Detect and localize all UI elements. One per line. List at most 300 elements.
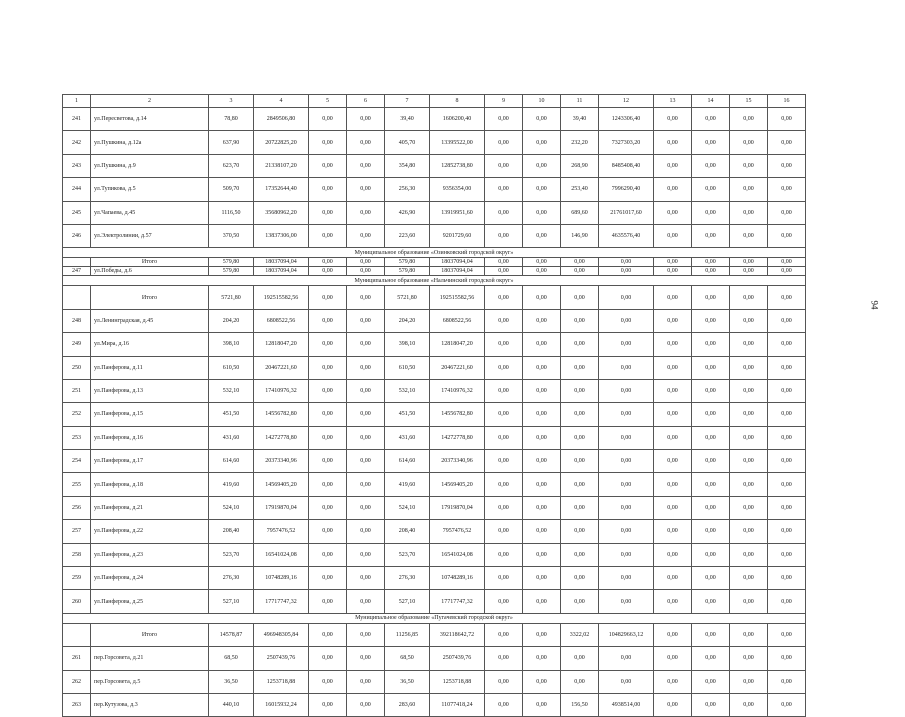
address-cell: ул.Панферова, д.21 — [91, 496, 209, 519]
value-cell: 0,00 — [561, 267, 599, 276]
value-cell: 10748289,16 — [430, 567, 485, 590]
value-cell: 0,00 — [523, 567, 561, 590]
value-cell: 0,00 — [730, 623, 768, 646]
value-cell: 0,00 — [485, 450, 523, 473]
value-cell: 9356354,00 — [430, 178, 485, 201]
value-cell: 17352644,40 — [254, 178, 309, 201]
value-cell: 192515582,56 — [430, 286, 485, 309]
value-cell: 20722825,20 — [254, 131, 309, 154]
value-cell: 20467221,60 — [254, 356, 309, 379]
value-cell: 0,00 — [523, 224, 561, 247]
value-cell: 0,00 — [730, 543, 768, 566]
value-cell: 0,00 — [309, 426, 347, 449]
value-cell: 0,00 — [654, 154, 692, 177]
value-cell: 68,50 — [209, 647, 254, 670]
value-cell: 0,00 — [654, 178, 692, 201]
value-cell: 12818047,20 — [430, 333, 485, 356]
column-number-cell: 9 — [485, 95, 523, 108]
value-cell: 0,00 — [309, 154, 347, 177]
value-cell: 0,00 — [730, 450, 768, 473]
value-cell: 370,50 — [209, 224, 254, 247]
row-number-cell: 258 — [63, 543, 91, 566]
value-cell: 0,00 — [523, 108, 561, 131]
section-title: Муниципальное образование «Нальчинский городской округ» — [63, 276, 806, 286]
value-cell: 405,70 — [385, 131, 430, 154]
value-cell: 12818047,20 — [254, 333, 309, 356]
column-number-cell: 5 — [309, 95, 347, 108]
value-cell: 0,00 — [768, 623, 806, 646]
value-cell: 0,00 — [309, 333, 347, 356]
value-cell: 20373340,96 — [254, 450, 309, 473]
value-cell: 0,00 — [692, 178, 730, 201]
row-number-cell: 242 — [63, 131, 91, 154]
value-cell: 17717747,32 — [430, 590, 485, 613]
column-number-cell: 10 — [523, 95, 561, 108]
value-cell: 527,10 — [385, 590, 430, 613]
value-cell: 0,00 — [654, 333, 692, 356]
value-cell: 2507439,76 — [430, 647, 485, 670]
value-cell: 68,50 — [385, 647, 430, 670]
value-cell: 0,00 — [523, 693, 561, 716]
value-cell: 156,50 — [561, 693, 599, 716]
value-cell: 0,00 — [654, 590, 692, 613]
value-cell: 0,00 — [768, 267, 806, 276]
value-cell: 0,00 — [347, 201, 385, 224]
value-cell: 0,00 — [347, 543, 385, 566]
value-cell: 0,00 — [485, 496, 523, 519]
value-cell: 0,00 — [599, 647, 654, 670]
value-cell: 0,00 — [692, 543, 730, 566]
value-cell: 0,00 — [654, 543, 692, 566]
value-cell: 0,00 — [692, 623, 730, 646]
value-cell: 78,80 — [209, 108, 254, 131]
value-cell: 0,00 — [347, 450, 385, 473]
value-cell: 0,00 — [654, 258, 692, 267]
value-cell: 0,00 — [730, 647, 768, 670]
value-cell: 9201729,60 — [430, 224, 485, 247]
value-cell: 0,00 — [309, 450, 347, 473]
value-cell: 614,60 — [385, 450, 430, 473]
value-cell: 0,00 — [309, 379, 347, 402]
value-cell: 0,00 — [730, 286, 768, 309]
value-cell: 0,00 — [692, 333, 730, 356]
value-cell: 0,00 — [347, 258, 385, 267]
value-cell: 0,00 — [692, 108, 730, 131]
value-cell: 0,00 — [347, 224, 385, 247]
value-cell: 0,00 — [523, 333, 561, 356]
value-cell: 0,00 — [561, 309, 599, 332]
value-cell: 0,00 — [599, 450, 654, 473]
value-cell: 0,00 — [599, 426, 654, 449]
value-cell: 0,00 — [485, 403, 523, 426]
address-cell: ул.Панферова, д.18 — [91, 473, 209, 496]
value-cell: 0,00 — [654, 670, 692, 693]
value-cell: 0,00 — [768, 178, 806, 201]
row-number-cell: 257 — [63, 520, 91, 543]
value-cell: 0,00 — [768, 154, 806, 177]
row-number-cell: 256 — [63, 496, 91, 519]
value-cell: 146,90 — [561, 224, 599, 247]
value-cell: 398,10 — [209, 333, 254, 356]
table-row — [63, 379, 806, 402]
value-cell: 579,80 — [209, 267, 254, 276]
address-cell: ул.Панферова, д.17 — [91, 450, 209, 473]
value-cell: 579,80 — [209, 258, 254, 267]
section-header-row — [63, 276, 806, 286]
value-cell: 7957476,52 — [254, 520, 309, 543]
value-cell: 0,00 — [768, 356, 806, 379]
value-cell: 0,00 — [309, 356, 347, 379]
value-cell: 104829663,12 — [599, 623, 654, 646]
value-cell: 0,00 — [485, 567, 523, 590]
value-cell: 17410976,32 — [430, 379, 485, 402]
value-cell: 17919870,04 — [254, 496, 309, 519]
value-cell: 0,00 — [768, 693, 806, 716]
value-cell: 17410976,32 — [254, 379, 309, 402]
value-cell: 0,00 — [654, 131, 692, 154]
value-cell: 0,00 — [692, 403, 730, 426]
column-number-cell: 15 — [730, 95, 768, 108]
value-cell: 0,00 — [692, 154, 730, 177]
value-cell: 0,00 — [692, 670, 730, 693]
value-cell: 16541024,08 — [430, 543, 485, 566]
value-cell: 392118642,72 — [430, 623, 485, 646]
column-number-row — [63, 95, 806, 108]
value-cell: 0,00 — [523, 258, 561, 267]
value-cell: 0,00 — [654, 647, 692, 670]
value-cell: 5721,80 — [209, 286, 254, 309]
value-cell: 0,00 — [730, 333, 768, 356]
value-cell: 0,00 — [561, 258, 599, 267]
value-cell: 0,00 — [692, 201, 730, 224]
value-cell: 0,00 — [561, 670, 599, 693]
value-cell: 0,00 — [523, 356, 561, 379]
value-cell: 0,00 — [692, 309, 730, 332]
column-number-cell: 11 — [561, 95, 599, 108]
column-number-cell: 13 — [654, 95, 692, 108]
value-cell: 16015932,24 — [254, 693, 309, 716]
value-cell: 0,00 — [599, 496, 654, 519]
value-cell: 0,00 — [561, 356, 599, 379]
column-number-cell: 3 — [209, 95, 254, 108]
table-row — [63, 333, 806, 356]
value-cell: 1606200,40 — [430, 108, 485, 131]
value-cell: 440,10 — [209, 693, 254, 716]
column-number-cell: 4 — [254, 95, 309, 108]
value-cell: 0,00 — [561, 286, 599, 309]
value-cell: 0,00 — [309, 258, 347, 267]
value-cell: 0,00 — [730, 258, 768, 267]
value-cell: 0,00 — [523, 496, 561, 519]
value-cell: 0,00 — [654, 473, 692, 496]
table-row — [63, 647, 806, 670]
value-cell: 0,00 — [654, 356, 692, 379]
table-row — [63, 201, 806, 224]
value-cell: 0,00 — [347, 403, 385, 426]
value-cell: 0,00 — [309, 267, 347, 276]
value-cell: 18037094,04 — [254, 258, 309, 267]
value-cell: 0,00 — [768, 670, 806, 693]
value-cell: 0,00 — [561, 590, 599, 613]
value-cell: 14569405,20 — [430, 473, 485, 496]
value-cell: 0,00 — [309, 473, 347, 496]
value-cell: 208,40 — [385, 520, 430, 543]
value-cell: 0,00 — [730, 567, 768, 590]
value-cell: 0,00 — [485, 356, 523, 379]
value-cell: 0,00 — [692, 496, 730, 519]
value-cell: 36,50 — [385, 670, 430, 693]
value-cell: 0,00 — [692, 356, 730, 379]
value-cell: 192515582,56 — [254, 286, 309, 309]
table-row — [63, 693, 806, 716]
value-cell: 0,00 — [730, 403, 768, 426]
value-cell: 0,00 — [523, 426, 561, 449]
column-number-cell: 2 — [91, 95, 209, 108]
value-cell: 0,00 — [347, 286, 385, 309]
value-cell: 1253718,88 — [430, 670, 485, 693]
value-cell: 17919870,04 — [430, 496, 485, 519]
row-number-cell: 241 — [63, 108, 91, 131]
value-cell: 17717747,32 — [254, 590, 309, 613]
value-cell: 232,20 — [561, 131, 599, 154]
value-cell: 0,00 — [654, 426, 692, 449]
value-cell: 0,00 — [730, 267, 768, 276]
value-cell: 637,90 — [209, 131, 254, 154]
address-cell: ул.Панферова, д.22 — [91, 520, 209, 543]
value-cell: 0,00 — [730, 426, 768, 449]
value-cell: 0,00 — [309, 201, 347, 224]
page-number: 94 — [869, 300, 880, 310]
value-cell: 532,10 — [209, 379, 254, 402]
value-cell: 0,00 — [730, 520, 768, 543]
address-cell: ул.Ленинградская, д.45 — [91, 309, 209, 332]
row-number-cell: 260 — [63, 590, 91, 613]
section-header-row — [63, 613, 806, 623]
value-cell: 0,00 — [309, 403, 347, 426]
row-number-cell: 245 — [63, 201, 91, 224]
value-cell: 1243306,40 — [599, 108, 654, 131]
column-number-cell: 12 — [599, 95, 654, 108]
value-cell: 0,00 — [654, 496, 692, 519]
value-cell: 0,00 — [768, 258, 806, 267]
section-header-row — [63, 248, 806, 258]
value-cell: 0,00 — [654, 267, 692, 276]
column-number-cell: 1 — [63, 95, 91, 108]
value-cell: 0,00 — [309, 543, 347, 566]
value-cell: 0,00 — [347, 178, 385, 201]
value-cell: 0,00 — [485, 647, 523, 670]
value-cell: 0,00 — [599, 590, 654, 613]
column-number-cell: 6 — [347, 95, 385, 108]
row-number-cell: 247 — [63, 267, 91, 276]
value-cell: 451,50 — [385, 403, 430, 426]
total-row — [63, 623, 806, 646]
value-cell: 0,00 — [523, 309, 561, 332]
value-cell: 0,00 — [485, 224, 523, 247]
value-cell: 0,00 — [692, 426, 730, 449]
value-cell: 0,00 — [768, 496, 806, 519]
value-cell: 0,00 — [485, 131, 523, 154]
value-cell: 0,00 — [485, 520, 523, 543]
table-row — [63, 309, 806, 332]
total-row — [63, 258, 806, 267]
value-cell: 0,00 — [730, 693, 768, 716]
value-cell: 0,00 — [561, 647, 599, 670]
row-number-cell: 246 — [63, 224, 91, 247]
value-cell: 0,00 — [485, 286, 523, 309]
table-row — [63, 520, 806, 543]
value-cell: 0,00 — [347, 333, 385, 356]
value-cell: 0,00 — [730, 108, 768, 131]
value-cell: 0,00 — [730, 496, 768, 519]
value-cell: 21761017,60 — [599, 201, 654, 224]
value-cell: 0,00 — [485, 623, 523, 646]
table-row — [63, 496, 806, 519]
address-cell: ул.Мира, д.16 — [91, 333, 209, 356]
value-cell: 1116,50 — [209, 201, 254, 224]
value-cell: 0,00 — [561, 473, 599, 496]
value-cell: 0,00 — [347, 108, 385, 131]
address-cell: ул.Пушкина, д.9 — [91, 154, 209, 177]
total-label-cell: Итого — [91, 286, 209, 309]
value-cell: 0,00 — [485, 201, 523, 224]
value-cell: 579,80 — [385, 267, 430, 276]
value-cell: 426,90 — [385, 201, 430, 224]
row-number-cell: 259 — [63, 567, 91, 590]
value-cell: 0,00 — [730, 178, 768, 201]
value-cell: 0,00 — [347, 567, 385, 590]
value-cell: 419,60 — [385, 473, 430, 496]
value-cell: 0,00 — [523, 201, 561, 224]
value-cell: 0,00 — [692, 473, 730, 496]
value-cell: 0,00 — [561, 379, 599, 402]
value-cell: 0,00 — [523, 267, 561, 276]
value-cell: 0,00 — [523, 286, 561, 309]
section-title: Муниципальное образование «Пугачевский городской округ» — [63, 613, 806, 623]
value-cell: 0,00 — [523, 379, 561, 402]
value-cell: 208,40 — [209, 520, 254, 543]
value-cell: 0,00 — [768, 286, 806, 309]
value-cell: 0,00 — [768, 450, 806, 473]
value-cell: 223,60 — [385, 224, 430, 247]
row-number-cell: 243 — [63, 154, 91, 177]
value-cell: 0,00 — [768, 473, 806, 496]
value-cell: 0,00 — [309, 309, 347, 332]
value-cell: 7327303,20 — [599, 131, 654, 154]
value-cell: 0,00 — [485, 108, 523, 131]
value-cell: 4635576,40 — [599, 224, 654, 247]
value-cell: 0,00 — [730, 201, 768, 224]
value-cell: 0,00 — [347, 154, 385, 177]
value-cell: 419,60 — [209, 473, 254, 496]
value-cell: 496948305,84 — [254, 623, 309, 646]
value-cell: 0,00 — [347, 693, 385, 716]
value-cell: 20373340,96 — [430, 450, 485, 473]
address-cell: ул.Пушкина, д.12а — [91, 131, 209, 154]
value-cell: 0,00 — [309, 670, 347, 693]
value-cell: 12852738,80 — [430, 154, 485, 177]
value-cell: 7957476,52 — [430, 520, 485, 543]
value-cell: 0,00 — [654, 693, 692, 716]
value-cell: 0,00 — [654, 201, 692, 224]
value-cell: 0,00 — [768, 520, 806, 543]
value-cell: 253,40 — [561, 178, 599, 201]
value-cell: 0,00 — [309, 623, 347, 646]
table-row — [63, 403, 806, 426]
value-cell: 21338107,20 — [254, 154, 309, 177]
value-cell: 524,10 — [209, 496, 254, 519]
value-cell: 0,00 — [692, 450, 730, 473]
row-number-cell — [63, 286, 91, 309]
row-number-cell: 249 — [63, 333, 91, 356]
value-cell: 0,00 — [654, 286, 692, 309]
value-cell: 610,50 — [385, 356, 430, 379]
value-cell: 0,00 — [561, 333, 599, 356]
value-cell: 14556782,80 — [430, 403, 485, 426]
value-cell: 610,50 — [209, 356, 254, 379]
value-cell: 523,70 — [385, 543, 430, 566]
row-number-cell: 262 — [63, 670, 91, 693]
address-cell: ул.Панферова, д.25 — [91, 590, 209, 613]
value-cell: 0,00 — [654, 224, 692, 247]
value-cell: 0,00 — [347, 496, 385, 519]
column-number-cell: 16 — [768, 95, 806, 108]
value-cell: 579,80 — [385, 258, 430, 267]
value-cell: 0,00 — [599, 309, 654, 332]
address-cell: пер.Горсовета, д.21 — [91, 647, 209, 670]
value-cell: 0,00 — [730, 356, 768, 379]
value-cell: 0,00 — [768, 131, 806, 154]
value-cell: 0,00 — [523, 623, 561, 646]
row-number-cell: 253 — [63, 426, 91, 449]
value-cell: 398,10 — [385, 333, 430, 356]
row-number-cell: 251 — [63, 379, 91, 402]
value-cell: 4938514,00 — [599, 693, 654, 716]
value-cell: 0,00 — [485, 590, 523, 613]
value-cell: 0,00 — [599, 258, 654, 267]
value-cell: 0,00 — [309, 286, 347, 309]
value-cell: 0,00 — [692, 224, 730, 247]
row-number-cell: 255 — [63, 473, 91, 496]
value-cell: 0,00 — [730, 473, 768, 496]
value-cell: 0,00 — [730, 379, 768, 402]
address-cell: ул.Электролинии, д.57 — [91, 224, 209, 247]
value-cell: 523,70 — [209, 543, 254, 566]
value-cell: 0,00 — [561, 403, 599, 426]
value-cell: 0,00 — [347, 623, 385, 646]
address-cell: ул.Панферова, д.23 — [91, 543, 209, 566]
table-row — [63, 670, 806, 693]
address-cell: ул.Панферова, д.13 — [91, 379, 209, 402]
value-cell: 18037094,04 — [430, 267, 485, 276]
value-cell: 276,30 — [385, 567, 430, 590]
value-cell: 0,00 — [561, 496, 599, 519]
value-cell: 0,00 — [599, 543, 654, 566]
value-cell: 0,00 — [599, 356, 654, 379]
value-cell: 2507439,76 — [254, 647, 309, 670]
value-cell: 0,00 — [485, 333, 523, 356]
value-cell: 1253718,88 — [254, 670, 309, 693]
value-cell: 0,00 — [309, 496, 347, 519]
value-cell: 0,00 — [309, 108, 347, 131]
value-cell: 0,00 — [768, 224, 806, 247]
value-cell: 0,00 — [768, 590, 806, 613]
column-number-cell: 14 — [692, 95, 730, 108]
value-cell: 524,10 — [385, 496, 430, 519]
value-cell: 0,00 — [692, 379, 730, 402]
value-cell: 0,00 — [599, 403, 654, 426]
value-cell: 0,00 — [599, 473, 654, 496]
